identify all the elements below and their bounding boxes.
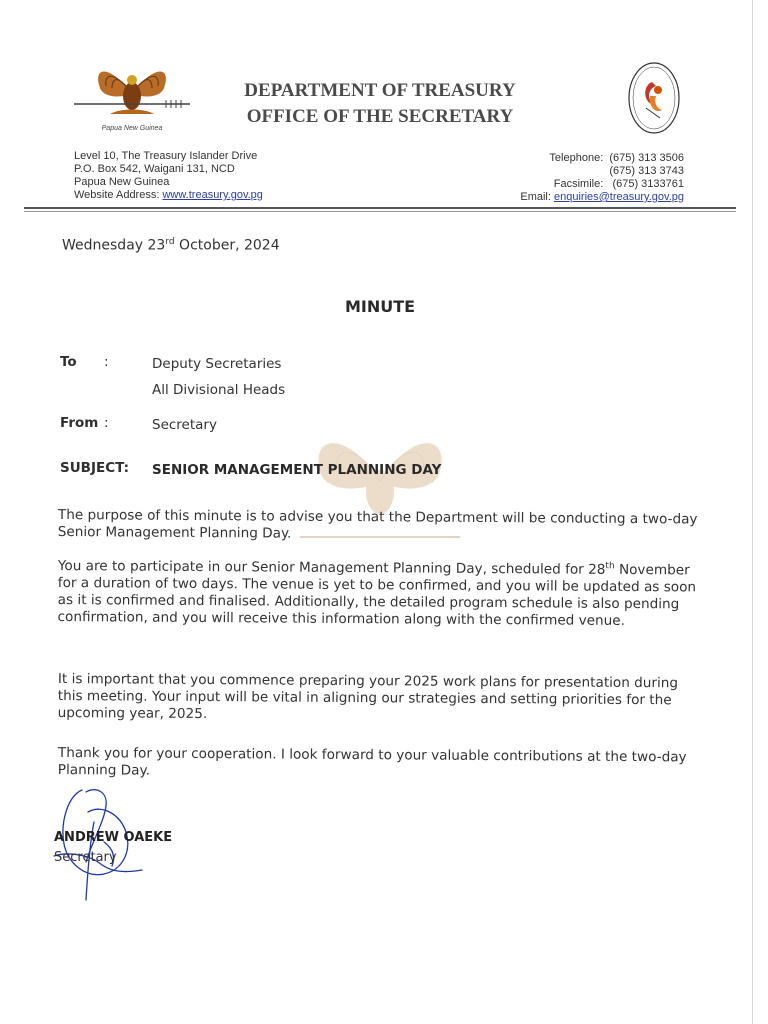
contact-details <box>470 152 684 204</box>
page-edge <box>752 0 753 1024</box>
paragraph-participation-text-b: November for a duration of two days. The venue is yet to be confirmed, and you will be updated as soon as it is confirmed and finalised. Additionally, the detailed program schedule is also pending confirmation, and you will receive this information along with the confirmed venue. <box>57 561 697 629</box>
subject-text: SENIOR MANAGEMENT PLANNING DAY <box>152 462 442 478</box>
paragraph-work-plans: It is important that you commence preparing your 2025 work plans for presentation during this meeting. Your input will be vital in aligning our strategies and setting priorities for the upcoming year, 2025. <box>57 671 679 723</box>
signatory-name: ANDREW OAEKE <box>54 830 173 845</box>
website-label: Website Address: <box>74 189 163 201</box>
address-line-2: P.O. Box 542, Waigani 131, NCD <box>74 163 235 175</box>
email-link[interactable]: enquiries@treasury.gov.pg <box>554 191 684 203</box>
png-crest-logo <box>70 54 194 136</box>
postal-address <box>74 150 263 202</box>
treasury-seal-logo <box>626 60 682 136</box>
facsimile-number: (675) 3133761 <box>612 178 684 190</box>
telephone-number-1: (675) 313 3506 <box>609 152 684 164</box>
header-divider <box>24 207 736 209</box>
facsimile-row <box>470 178 684 191</box>
address-line-3: Papua New Guinea <box>74 176 170 188</box>
recipient-1: Deputy Secretaries <box>152 356 282 372</box>
paragraph-participation <box>58 558 700 630</box>
document-title: MINUTE <box>344 297 416 316</box>
recipient-2: All Divisional Heads <box>152 382 286 398</box>
email-label: Email: <box>520 191 554 203</box>
telephone-label: Telephone: <box>549 152 604 164</box>
date-suffix: rd <box>165 237 175 247</box>
to-colon: : <box>104 354 109 370</box>
to-label: To <box>60 354 77 370</box>
date-day: Wednesday 23 <box>62 237 166 254</box>
subject-label: SUBJECT: <box>60 460 129 476</box>
website-link[interactable]: www.treasury.gov.pg <box>162 189 263 201</box>
letter-date <box>62 237 280 254</box>
date-month-year: October, 2024 <box>174 237 280 254</box>
address-line-1: Level 10, The Treasury Islander Drive <box>74 150 258 162</box>
crest-caption: Papua New Guinea <box>101 125 163 132</box>
paragraph-thanks: Thank you for your cooperation. I look forward to your valuable contributions at the two-day Planning Day. <box>57 745 687 779</box>
from-label: From <box>60 415 99 431</box>
sender: Secretary <box>152 417 217 433</box>
telephone-row <box>470 152 684 165</box>
paragraph-purpose: The purpose of this minute is to advise you that the Department will be conducting a two-day Senior Management Planning Day. <box>57 507 698 542</box>
email-row <box>470 191 684 204</box>
department-heading <box>180 78 580 130</box>
office-name: OFFICE OF THE SECRETARY <box>246 106 514 127</box>
from-colon: : <box>104 415 109 431</box>
department-name: DEPARTMENT OF TREASURY <box>244 80 516 101</box>
paragraph-participation-text-a: You are to participate in our Senior Management Planning Day, scheduled for 28 <box>57 558 606 578</box>
signatory-title: Secretary <box>54 850 117 865</box>
paragraph-participation-sup: th <box>605 561 615 572</box>
telephone-number-2: (675) 313 3743 <box>609 165 684 177</box>
website-row <box>74 189 263 202</box>
facsimile-label: Facsimile: <box>553 178 604 190</box>
header-divider-thin <box>24 211 736 212</box>
